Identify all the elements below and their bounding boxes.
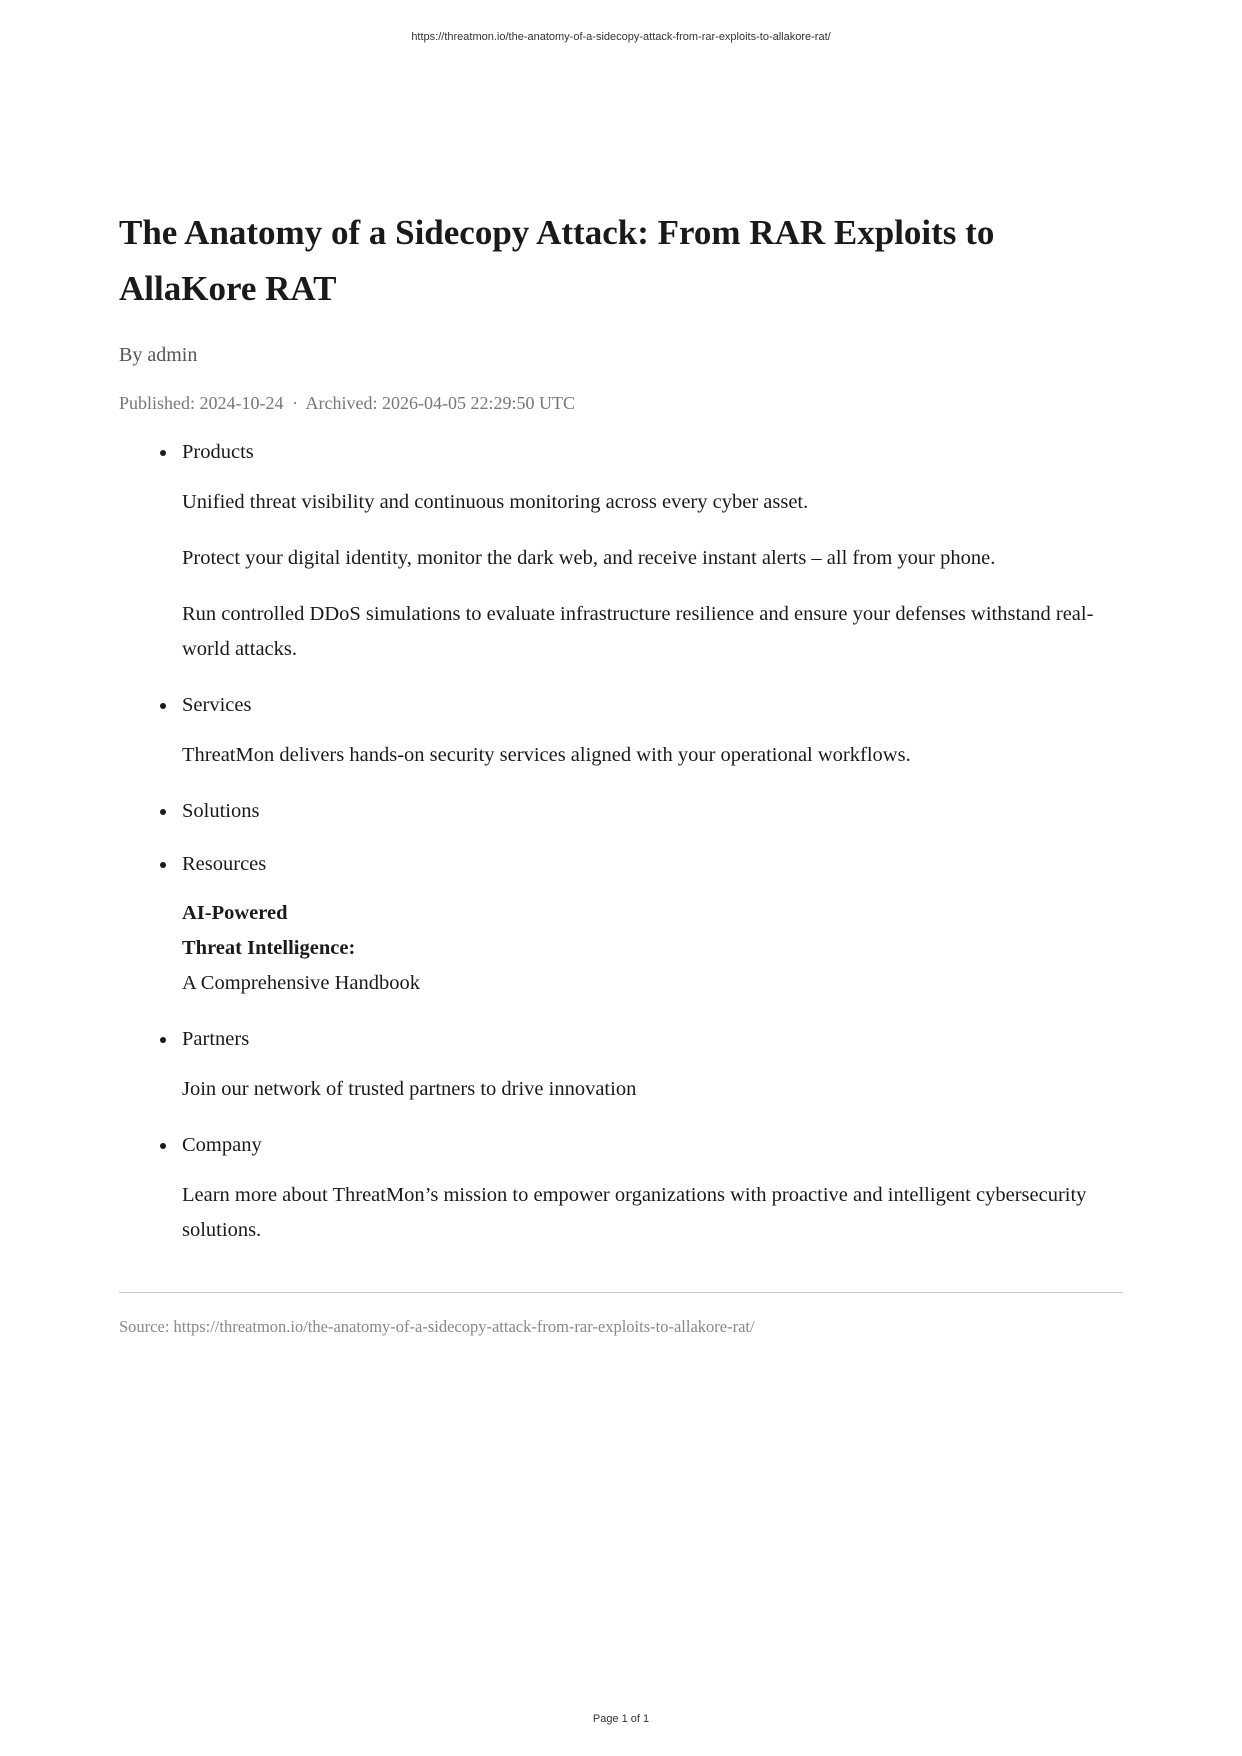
bullet-icon: [160, 1143, 166, 1149]
partners-description: Join our network of trusted partners to drive innovation: [182, 1078, 637, 1100]
bullet-icon: [160, 450, 166, 456]
page-number: Page 1 of 1: [592, 1713, 650, 1725]
print-header-url: https://threatmon.io/the-anatomy-of-a-sidecopy-attack-from-rar-exploits-to-allakore-rat/: [411, 31, 831, 43]
nav-item-label[interactable]: Services: [182, 694, 252, 716]
article: [119, 205, 1123, 1338]
nav-item-label[interactable]: Solutions: [182, 800, 260, 822]
resource-heading-line2: Threat Intelligence:: [182, 937, 356, 959]
nav-item-products: [119, 437, 1123, 667]
product-description: Protect your digital identity, monitor the dark web, and receive instant alerts – all from your phone.: [182, 547, 996, 569]
nav-item-company: [119, 1130, 1123, 1248]
resource-heading-line1: AI-Powered: [182, 902, 288, 924]
nav-item-label[interactable]: Partners: [182, 1028, 250, 1050]
bullet-icon: [160, 809, 166, 815]
publication-meta: [119, 391, 1123, 415]
bullet-icon: [160, 862, 166, 868]
nav-item-services: [119, 690, 1123, 773]
meta-separator: ·: [292, 393, 298, 413]
services-description: ThreatMon delivers hands-on security services aligned with your operational workflows.: [182, 744, 911, 766]
divider: [119, 1292, 1123, 1293]
archived-date: Archived: 2026-04-05 22:29:50 UTC: [305, 393, 575, 413]
site-nav-list: [119, 437, 1123, 1248]
nav-item-solutions: [119, 796, 1123, 826]
product-description: Run controlled DDoS simulations to evaluate infrastructure resilience and ensure your defenses withstand real-world attacks.: [182, 603, 1094, 660]
product-description: Unified threat visibility and continuous monitoring across every cyber asset.: [182, 491, 809, 513]
resource-promo[interactable]: [182, 896, 1123, 1001]
nav-item-partners: [119, 1024, 1123, 1107]
nav-item-label[interactable]: Products: [182, 441, 254, 463]
byline: By admin: [119, 344, 198, 366]
article-title: The Anatomy of a Sidecopy Attack: From RAR Exploits to AllaKore RAT: [119, 213, 995, 308]
nav-item-label[interactable]: Resources: [182, 853, 267, 875]
nav-item-label[interactable]: Company: [182, 1134, 262, 1156]
nav-item-resources: [119, 849, 1123, 1001]
company-description: Learn more about ThreatMon’s mission to empower organizations with proactive and intelligent cybersecurity solutions.: [182, 1184, 1087, 1241]
published-date: Published: 2024-10-24: [119, 393, 284, 413]
resource-subtitle: A Comprehensive Handbook: [182, 972, 420, 994]
source-link[interactable]: Source: https://threatmon.io/the-anatomy-of-a-sidecopy-attack-from-rar-exploits-to-allakore-rat/: [119, 1317, 755, 1336]
bullet-icon: [160, 703, 166, 709]
bullet-icon: [160, 1037, 166, 1043]
